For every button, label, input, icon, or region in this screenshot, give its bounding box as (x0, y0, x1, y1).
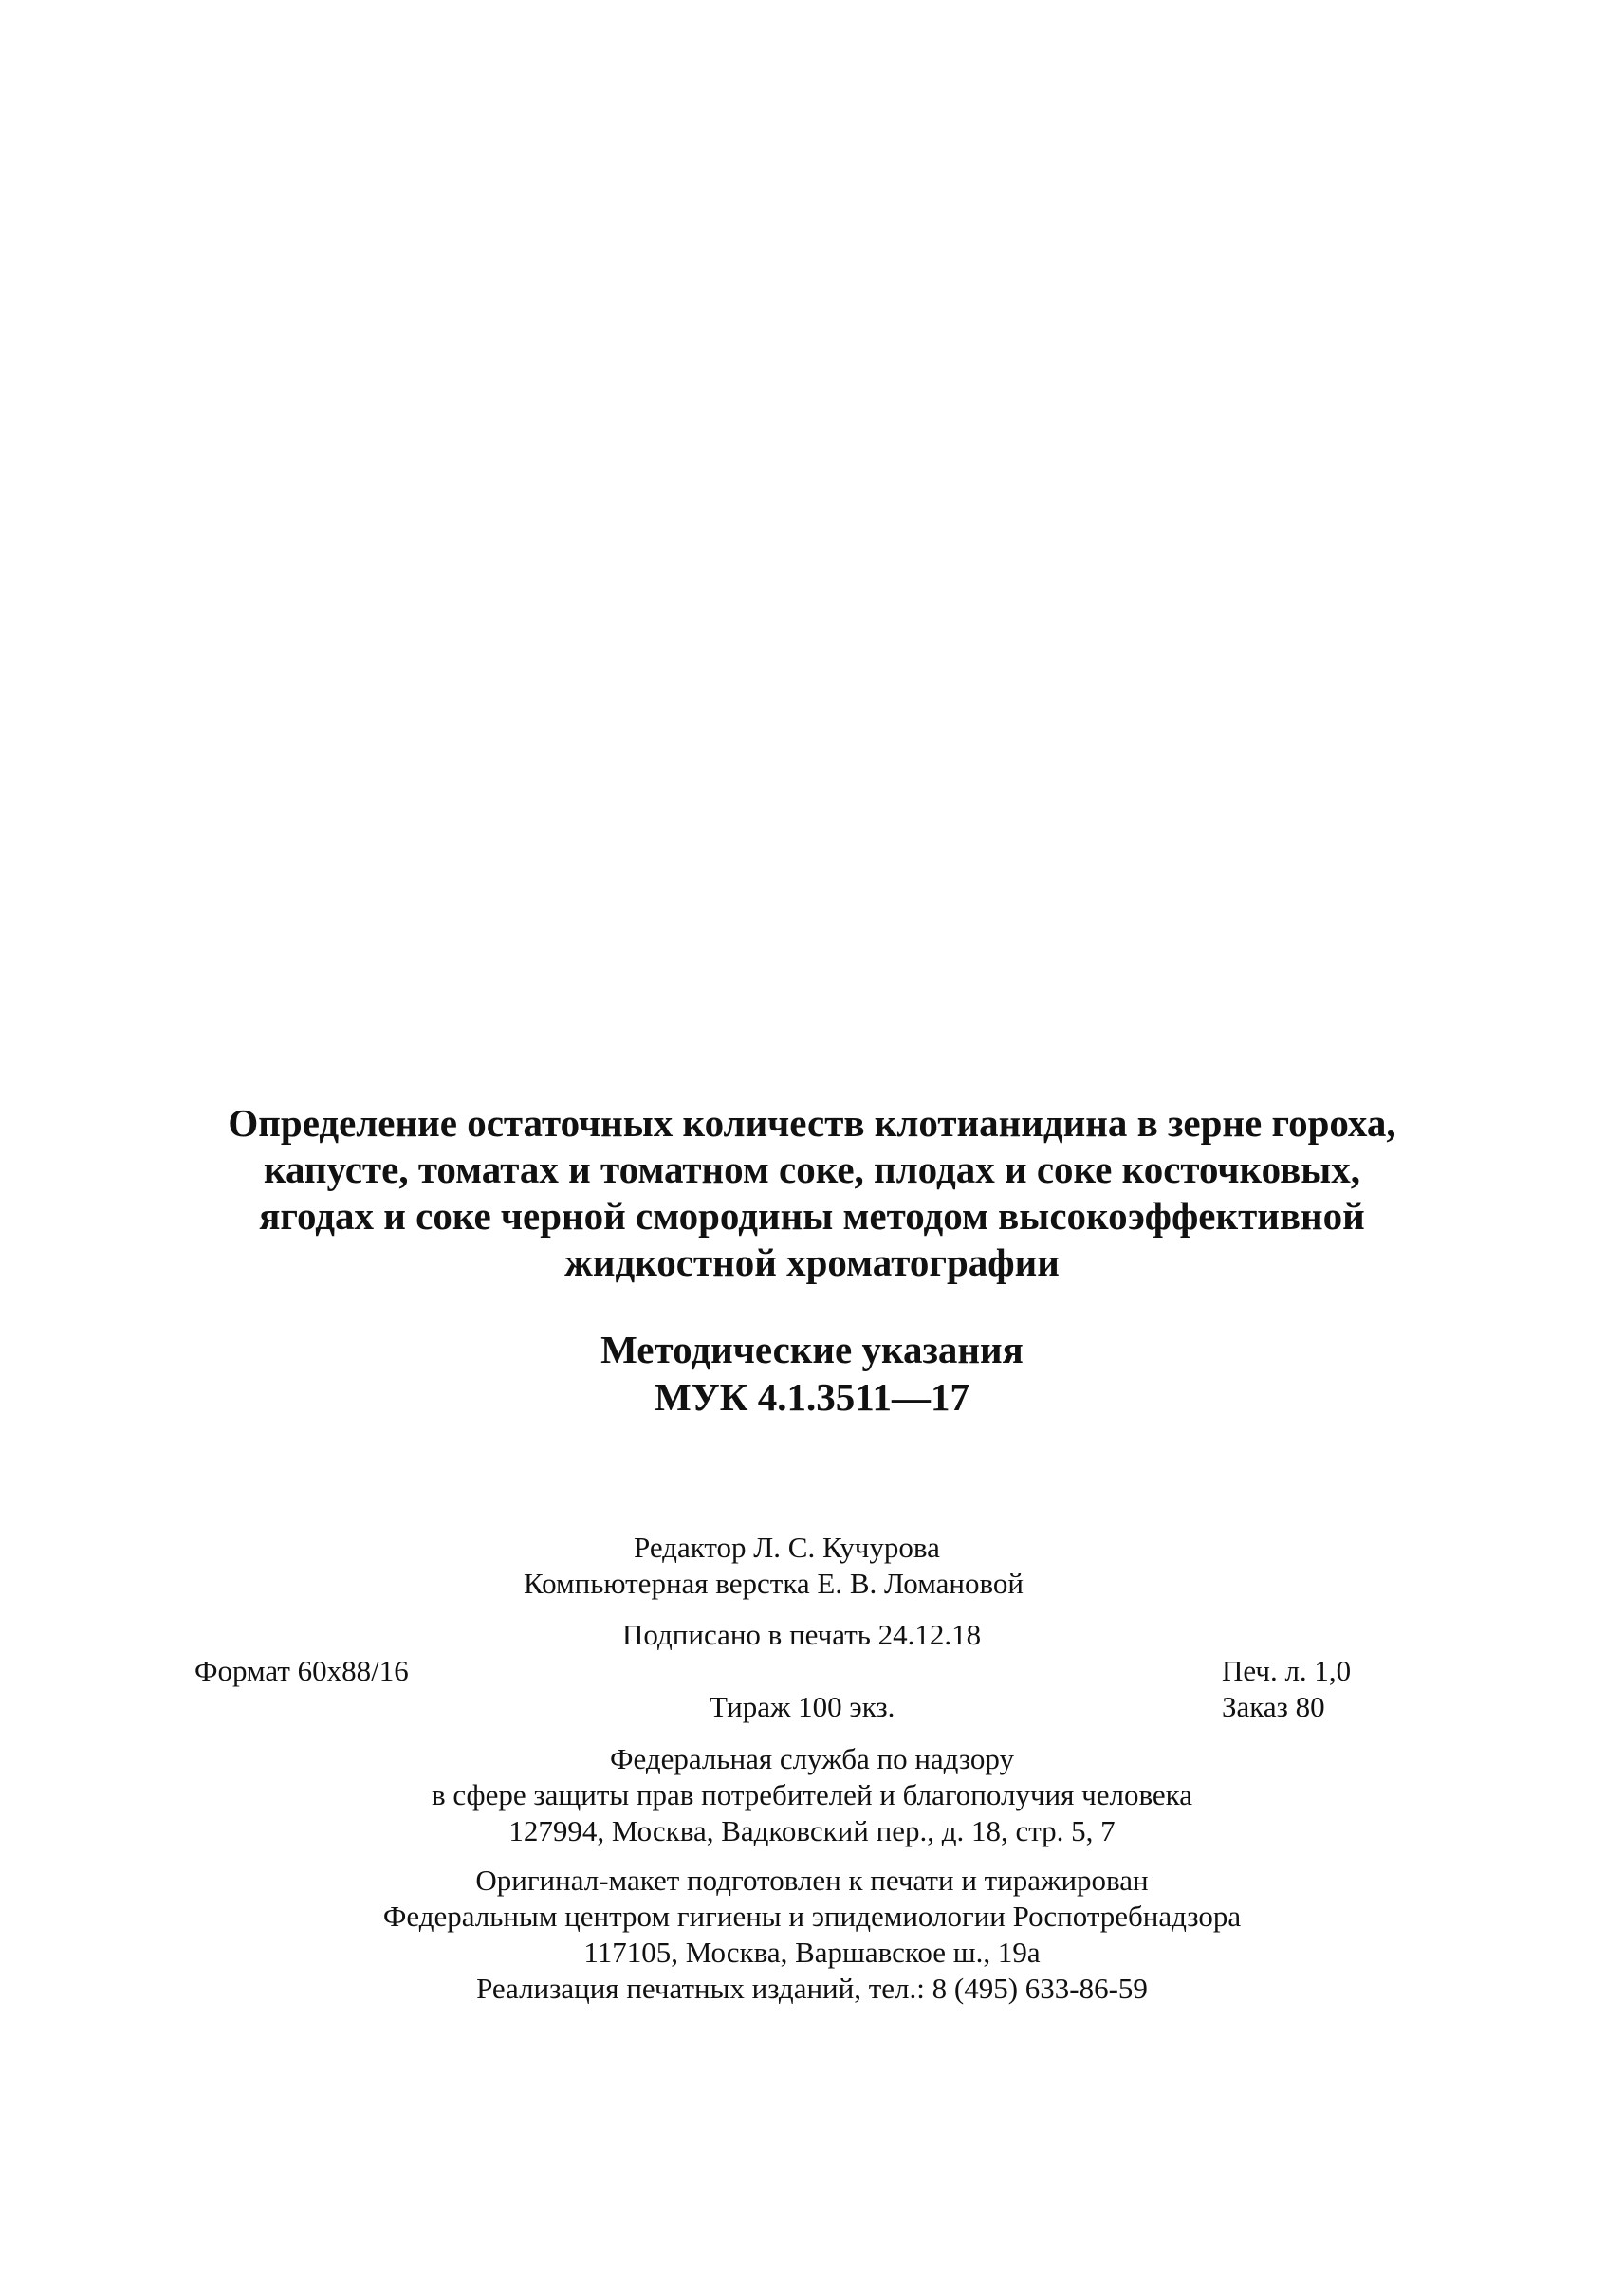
publisher-block (0, 1741, 1624, 1849)
order-line: Заказ 80 (1222, 1690, 1325, 1723)
document-type: Методические указания (600, 1328, 1024, 1371)
printer-block (0, 1863, 1624, 2007)
printer-line-2: Федеральным центром гигиены и эпидемиологии Роспотребнадзора (382, 1900, 1242, 1933)
printer-line-1: Оригинал-макет подготовлен к печати и тиражирован (475, 1864, 1149, 1897)
signed-line: Подписано в печать 24.12.18 (622, 1618, 982, 1651)
printer-line-4: Реализация печатных изданий, тел.: 8 (495) 633-86-59 (476, 1972, 1148, 2005)
title-line-2: капусте, томатах и томатном соке, плодах и соке косточковых, (263, 1148, 1361, 1191)
printer-line-3: 117105, Москва, Варшавское ш., 19а (583, 1936, 1041, 1969)
publisher-line-1: Федеральная служба по надзору (610, 1742, 1014, 1775)
publisher-line-3: 127994, Москва, Вадковский пер., д. 18, стр. 5, 7 (508, 1814, 1116, 1847)
title-line-4: жидкостной хроматографии (564, 1240, 1060, 1284)
document-title (0, 1100, 1624, 1286)
document-type-block (0, 1326, 1624, 1421)
document-code: МУК 4.1.3511—17 (654, 1375, 969, 1419)
layout-line: Компьютерная верстка Е. В. Ломановой (524, 1567, 1024, 1600)
format-line: Формат 60x88/16 (194, 1654, 409, 1687)
editor-line: Редактор Л. С. Кучурова (634, 1531, 940, 1564)
title-line-1: Определение остаточных количеств клотианидина в зерне гороха, (228, 1101, 1396, 1145)
print-run-line: Тираж 100 экз. (710, 1690, 895, 1723)
sheets-line: Печ. л. 1,0 (1222, 1654, 1352, 1687)
title-line-3: ягодах и соке черной смородины методом высокоэффективной (259, 1194, 1365, 1238)
publisher-line-2: в сфере защиты прав потребителей и благополучия человека (431, 1778, 1193, 1811)
